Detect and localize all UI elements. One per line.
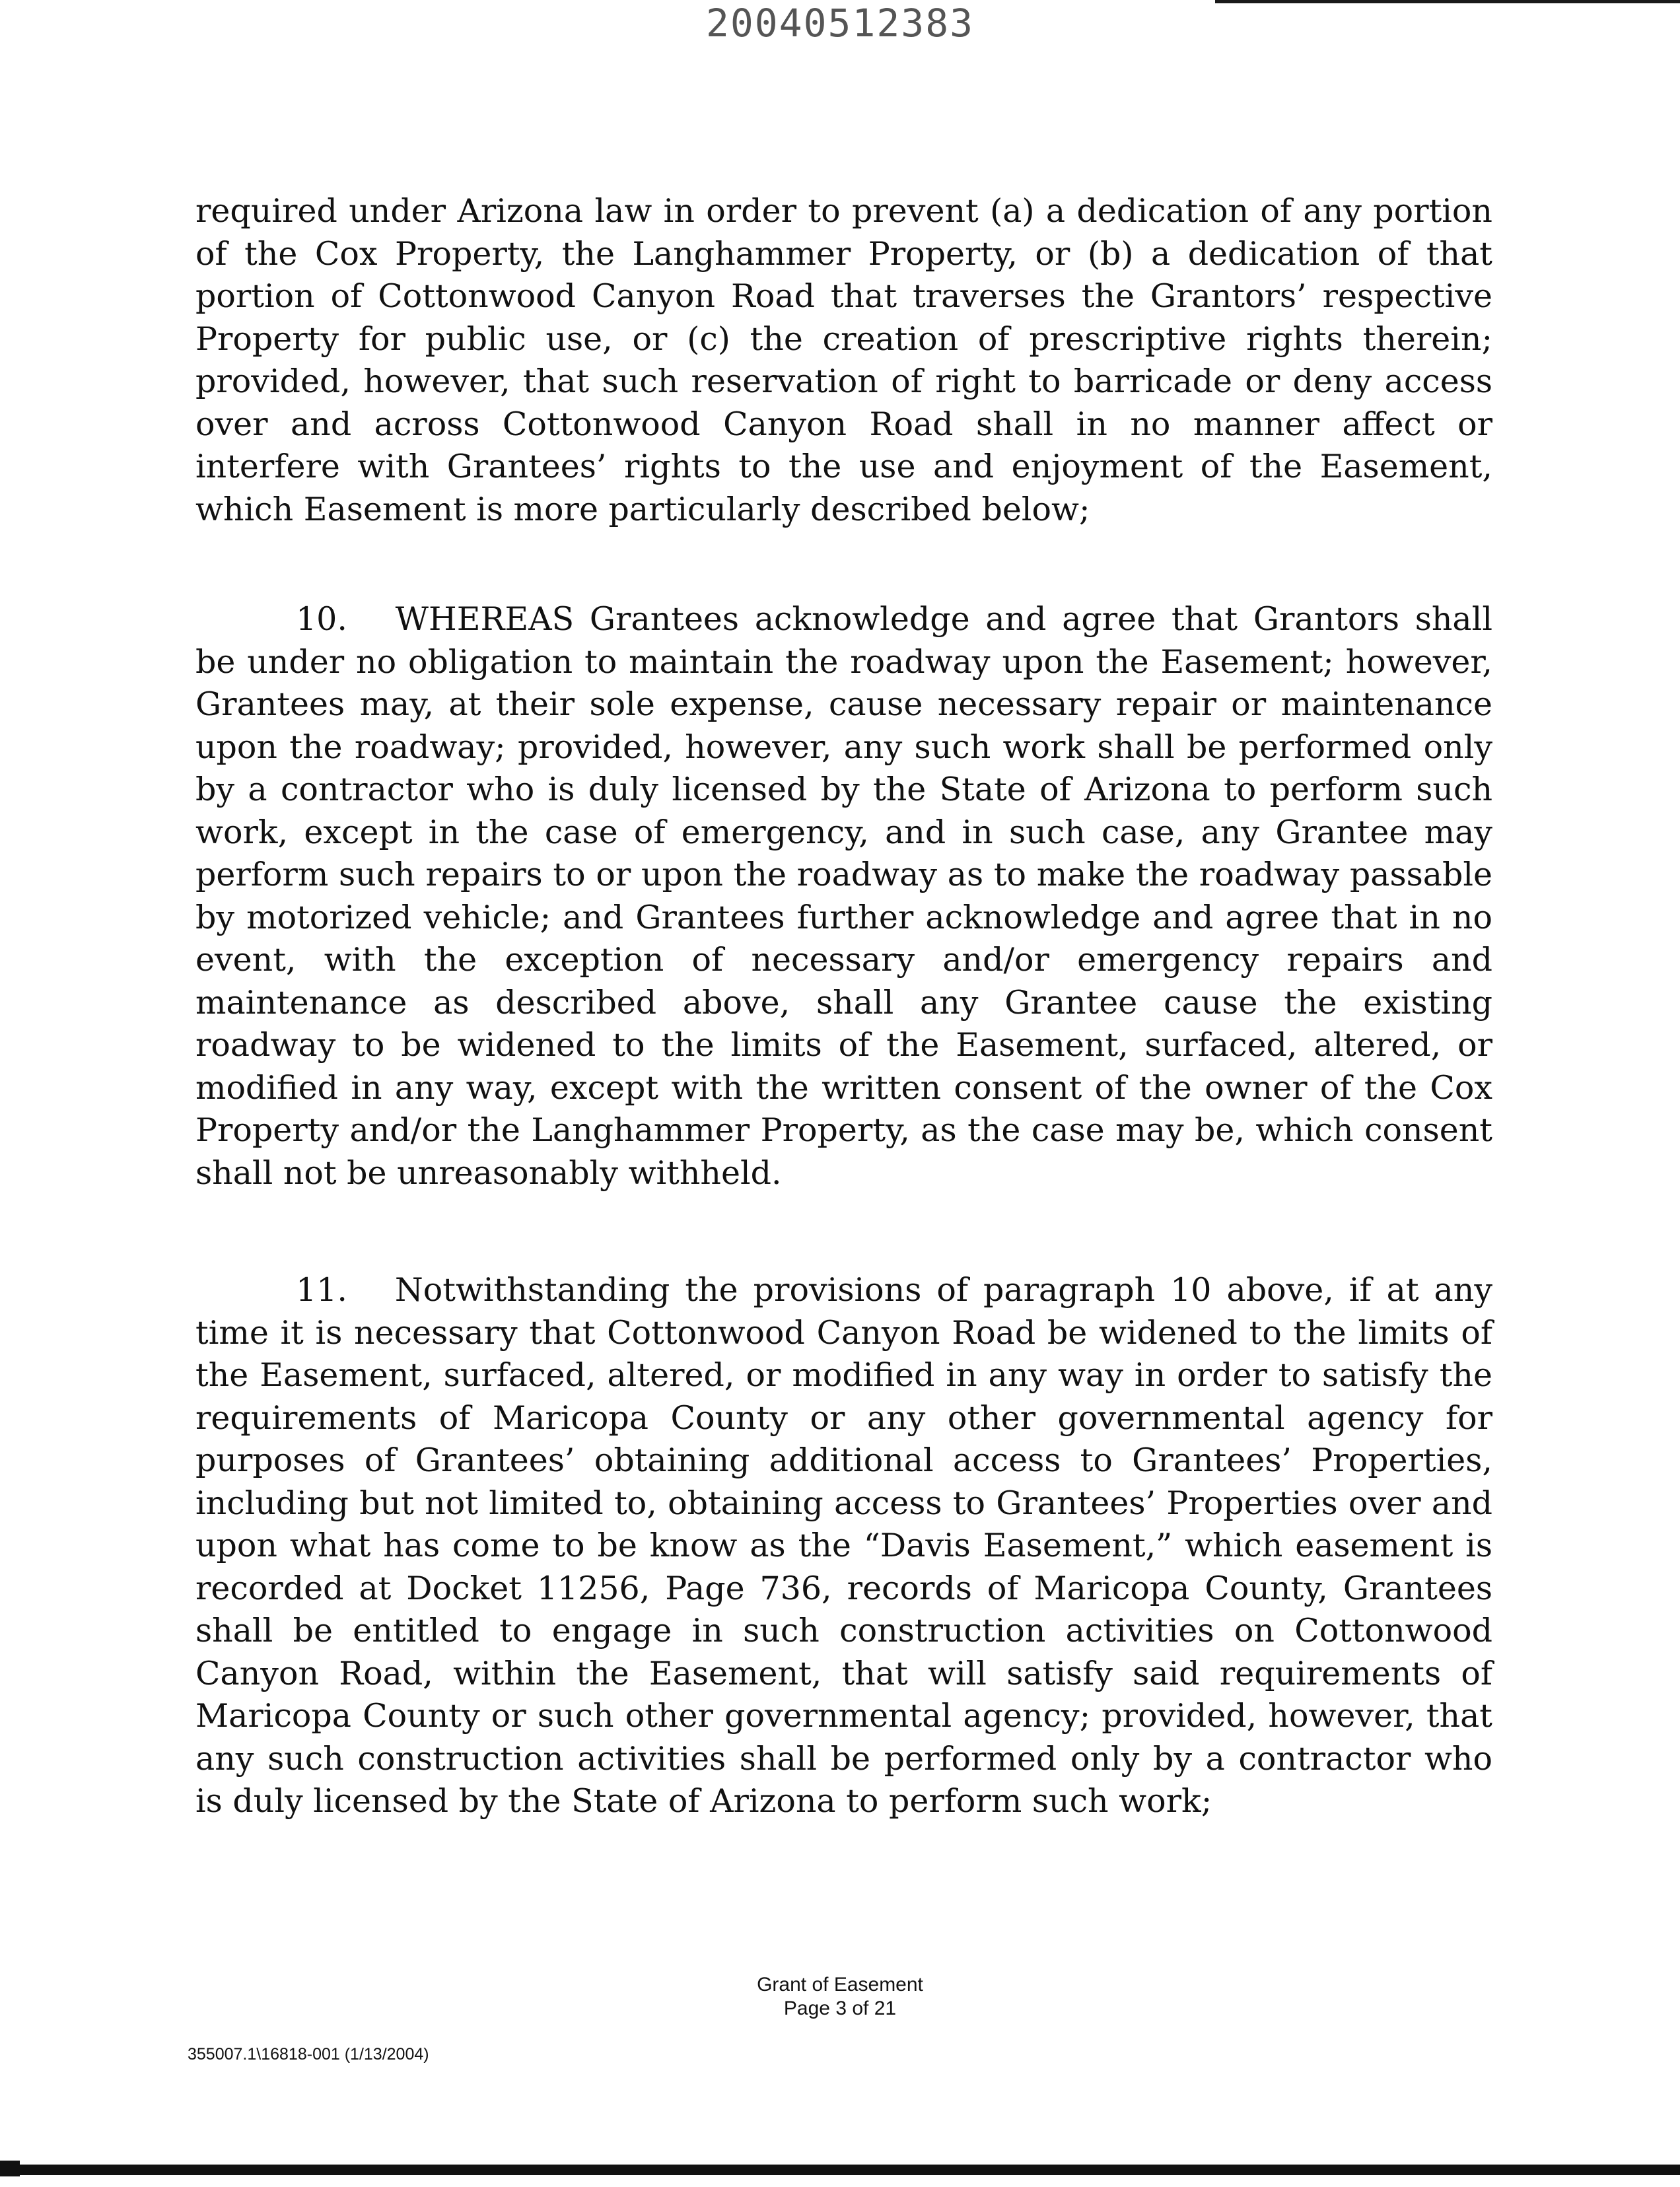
bottom-edge-rule xyxy=(0,2165,1680,2175)
paragraph-10: 10. WHEREAS Grantees acknowledge and agree that Grantors shall be under no obligation to maintain the roadway upon the Easement; however, Grantees may, at their sole expense, cause necessary repair or maintenance upon the roadway; provided, however, any such work shall be performed only by a contractor who is duly licensed by the State of Arizona to perform such work, except in the case of emergency, and in such case, any Grantee may perform such repairs to or upon the roadway as to make the roadway passable by motorized vehicle; and Grantees further acknowledge and agree that in no event, with the exception of necessary and/or emergency repairs and maintenance as described above, shall any Grantee cause the existing roadway to be widened to the limits of the Easement, surfaced, altered, or modified in any way, except with the written consent of the owner of the Cox Property and/or the Langhammer Property, as the case may be, which consent shall not be unreasonably withheld. xyxy=(195,600,1492,1192)
footer-page-number: Page 3 of 21 xyxy=(783,1997,897,2019)
paragraph-continuation: required under Arizona law in order to prevent (a) a dedication of any portion of the Cox Property, the Langhammer Property, or (b) a dedication of that portion of Cottonwood Canyon Road that traverses the Grantors’ respective Property for public use, or (c) the creation of prescriptive rights therein; provided, however, that such reservation of right to barricade or deny access over and across Cottonwood Canyon Road shall in no manner affect or interfere with Grantees’ rights to the use and enjoyment of the Easement, which Easement is more particularly described below; xyxy=(195,192,1492,528)
recording-number: 20040512383 xyxy=(705,1,975,46)
paragraph-11: 11. Notwithstanding the provisions of paragraph 10 above, if at any time it is necessary that Cottonwood Canyon Road be widened to the limits of the Easement, surfaced, altered, or modified in any way in order to satisfy the requirements of Maricopa County or any other governmental agency for purposes of Grantees’ obtaining additional access to Grantees’ Properties, including but not limited to, obtaining access to Grantees’ Properties over and upon what has come to be know as the “Davis Easement,” which easement is recorded at Docket 11256, Page 736, records of Maricopa County, Grantees shall be entitled to engage in such construction activities on Cottonwood Canyon Road, within the Easement, that will satisfy said requirements of Maricopa County or such other governmental agency; provided, however, that any such construction activities shall be performed only by a contractor who is duly licensed by the State of Arizona to perform such work; xyxy=(195,1271,1492,1820)
footer-document-title: Grant of Easement xyxy=(757,1974,923,1996)
footer-file-reference: 355007.1\16818-001 (1/13/2004) xyxy=(188,2045,429,2064)
